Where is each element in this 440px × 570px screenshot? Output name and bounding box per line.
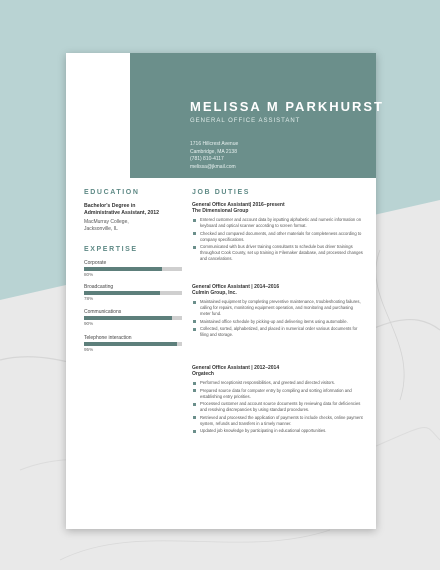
skill-broadcasting [84,284,182,301]
list-item [192,231,364,243]
skill-label: Corporate [84,260,107,266]
education-school-line2: Jacksonville, IL [84,226,118,232]
bullet-text: Maintained equipment by completing preventive maintenance, troubleshooting failures, calling for repairs, monitoring equipment operation, and monitoring and purchasing meter fund. [200,299,361,317]
bullet-square-icon [193,328,196,331]
education-degree-line2: Administrative Assistant, 2012 [84,210,160,216]
skill-percent: 78% [84,296,94,301]
bullet-text: Performed receptionist responsibilities, and greeted and directed visitors. [200,380,335,386]
skill-percent: 95% [84,347,94,352]
bullet-square-icon [193,232,196,235]
bullet-square-icon [193,320,196,323]
skill-label: Broadcasting [84,284,114,290]
skill-bar-track [84,342,182,346]
bullet-text: Retrieved and processed the application of payments to include checks, online payment system, refunds and transfers in a timely manner. [200,414,363,426]
education-entry [84,203,184,233]
skill-label: Telephone interaction [84,335,132,341]
job-title: General Office Assistant | 2014–2016 [192,284,280,290]
job-entry-1 [192,202,364,264]
bullet-text: Prepared source data for computer entry by compiling and sorting information and establishing entry priorities. [200,387,352,399]
bullet-text: Entered customer and account data by inputting alphabetic and numeric information on keyboard and optical scanner according to screen format. [200,217,362,229]
bullet-text: Processed customer and account source documents by reviewing data for deficiencies and resolving discrepancies by using standard procedures. [200,401,361,413]
job-company: Orgatech [192,371,214,378]
expertise-heading: EXPERTISE [84,246,138,253]
list-item [192,415,364,427]
job-title: General Office Assistant| 2016–present [192,202,285,208]
list-item [192,388,364,400]
contact-phone: (781) 810-4117 [190,156,224,163]
job-bullets [192,380,364,434]
contact-block [190,141,238,171]
education-school-line1: MacMurray College, [84,219,129,225]
bullet-square-icon [193,430,196,433]
skill-telephone-interaction [84,335,182,352]
bullet-text: Maintained office schedule by picking-up and delivering items using automobile. [200,318,348,324]
bullet-square-icon [193,246,196,249]
list-item [192,401,364,413]
header-band [130,53,384,178]
resume-page [66,53,384,529]
skill-bar-fill [84,267,162,271]
list-item [192,217,364,229]
skill-corporate [84,260,182,277]
bullet-text: Communicated with bus driver training consultants to schedule bus driver trainings throughout Cook County, set up training in Filemaker database, and processed changes and cancelations. [200,244,363,262]
list-item [192,319,364,325]
bullet-text: Collected, sorted, alphabetized, and placed in numerical order various documents for filing and storage. [200,326,358,338]
skill-bar-track [84,316,182,320]
candidate-role: GENERAL OFFICE ASSISTANT [190,118,301,124]
list-item [192,428,364,434]
bullet-square-icon [193,301,196,304]
list-item [192,380,364,386]
job-bullets [192,217,364,262]
list-item [192,299,364,317]
bullet-square-icon [193,416,196,419]
skill-percent: 90% [84,321,94,326]
skill-bar-track [84,267,182,271]
education-degree-line1: Bachelor's Degree in [84,203,136,209]
list-item [192,326,364,338]
list-item [192,244,364,262]
skill-bar-track [84,291,182,295]
contact-email: melissa@jkmail.com [190,163,236,170]
job-bullets [192,299,364,338]
education-heading: EDUCATION [84,189,140,196]
job-company: The Dimensional Group [192,208,249,215]
job-entry-3 [192,365,364,436]
skill-bar-fill [84,316,172,320]
skill-percent: 80% [84,272,94,277]
job-entry-2 [192,284,364,340]
skill-communications [84,309,182,326]
skill-bar-fill [84,291,160,295]
bullet-square-icon [193,389,196,392]
skill-bar-fill [84,342,177,346]
skill-label: Communications [84,309,122,315]
candidate-name: MELISSA M PARKHURST [190,99,384,114]
job-company: Culmin Group, Inc. [192,290,237,297]
bullet-text: Updated job knowledge by participating in educational opportunities. [200,428,327,434]
bullet-text: Checked and compared documents, and other materials for completeness according to company specifications. [200,230,362,242]
bullet-square-icon [193,219,196,222]
contact-address-line2: Cambridge, MA 2138 [190,148,237,155]
job-duties-heading: JOB DUTIES [192,189,251,196]
job-title: General Office Assistant | 2012–2014 [192,365,280,371]
bullet-square-icon [193,382,196,385]
contact-address-line1: 1716 Hillcrest Avenue [190,141,239,147]
bullet-square-icon [193,403,196,406]
